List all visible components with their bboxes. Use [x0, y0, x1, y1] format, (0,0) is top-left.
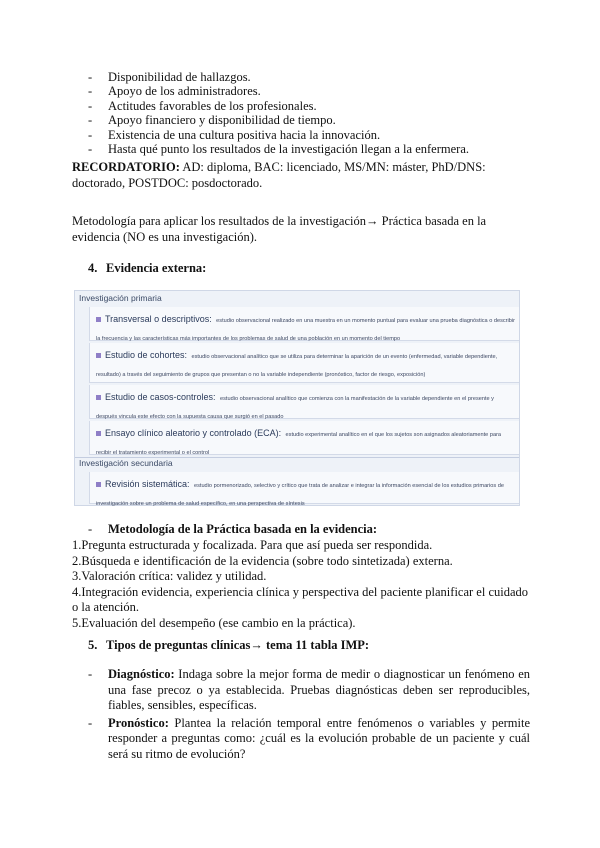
ebp-heading-list — [88, 522, 377, 537]
row-description: estudio observacional analítico que se utiliza para determinar la aparición de un evento (enfermedad, variable dependiente, resultado) a través del seguimiento de grupos que presentan o no la variable independiente (pronóstico, factor de riesgo, exposición) — [96, 354, 498, 378]
section-number: 5. — [88, 638, 98, 652]
row-title: Estudio de casos-controles: — [96, 392, 216, 402]
reminder-label: RECORDATORIO: — [72, 160, 180, 174]
question-type-text: Indaga sobre la mejor forma de medir o diagnosticar un fenómeno en una fase precoz o ya establecida. Pruebas diagnósticas deben ser reproducibles, fiables, sensibles, específicas. — [108, 667, 530, 712]
figure-row — [89, 472, 519, 507]
row-title: Estudio de cohortes: — [96, 350, 187, 360]
list-item: - Apoyo de los administradores. — [88, 84, 469, 98]
list-item: 5.Evaluación del desempeño (ese cambio en la práctica). — [72, 615, 356, 630]
row-title: Transversal o descriptivos: — [96, 314, 212, 324]
section-5-heading — [88, 638, 369, 653]
bullet-square-icon — [96, 353, 101, 358]
ebp-steps — [72, 538, 532, 631]
figure-row — [89, 307, 519, 341]
reminder-paragraph — [72, 160, 532, 191]
figure-row — [89, 421, 519, 455]
section-4-heading — [88, 261, 206, 276]
bullet-square-icon — [96, 482, 101, 487]
ebp-heading: - Metodología de la Práctica basada en la evidencia: — [88, 522, 377, 537]
question-type-label: Pronóstico: — [108, 715, 169, 730]
list-item — [88, 667, 530, 714]
question-type-text: Plantea la relación temporal entre fenómenos o variables y permite responder a preguntas como: ¿cuál es la evolución probable de un paciente y cuál será su ritmo de evolución? — [108, 715, 530, 761]
question-types-list — [88, 667, 530, 764]
bullet-square-icon — [96, 317, 101, 322]
reminder-text: AD: diploma, BAC: licenciado, MS/MN: máster, PhD/DNS: doctorado, POSTDOC: posdoctorado. — [72, 160, 486, 190]
bullet-square-icon — [96, 395, 101, 400]
row-description: estudio pormenorizado, selectivo y crítico que trata de analizar e integrar la información esencial de los estudios primarios de investigación sobre un problema de salud específico, en una perspectiva de síntesis — [96, 483, 504, 507]
methodology-paragraph: Metodología para aplicar los resultados de la investigación→ Práctica basada en la evidencia (NO es una investigación). — [72, 214, 487, 244]
list-item: - Hasta qué punto los resultados de la investigación llegan a la enfermera. — [88, 142, 469, 156]
section-title: Evidencia externa: — [106, 261, 207, 275]
row-title: Ensayo clínico aleatorio y controlado (ECA): — [96, 428, 281, 438]
list-item — [88, 716, 530, 763]
row-description: estudio experimental analítico en el que los sujetos son asignados aleatoriamente para recibir el tratamiento experimental o el control — [96, 432, 502, 456]
secondary-research-label: Investigación secundaria — [75, 457, 519, 471]
list-item: 3.Valoración crítica: validez y utilidad. — [72, 569, 267, 583]
section-number: 4. — [88, 261, 98, 275]
figure-row — [89, 343, 519, 383]
section-title: Tipos de preguntas clínicas→ tema 11 tabla IMP: — [106, 638, 370, 652]
list-item: 4.Integración evidencia, experiencia clínica y perspectiva del paciente planificar el cuidado o la atención. — [72, 584, 529, 614]
list-item: - Actitudes favorables de los profesionales. — [88, 99, 469, 113]
figure-row — [89, 385, 519, 419]
barriers-list — [88, 70, 469, 156]
row-description: estudio observacional analítico que comienza con la manifestación de la variable dependiente en el presente y después vincula este efecto con la supuesta causa que surgió en el pasado — [96, 396, 494, 420]
row-description: estudio observacional realizado en una muestra en un momento puntual para evaluar una prueba diagnóstica o describir la frecuencia y las características más importantes de los problemas de salud de una población en un momento del tiempo — [96, 318, 516, 342]
list-item: 2.Búsqueda e identificación de la evidencia (sobre todo sintetizada) externa. — [72, 553, 453, 568]
evidence-figure — [74, 290, 520, 506]
list-item: - Existencia de una cultura positiva hacia la innovación. — [88, 128, 469, 142]
list-item: - Apoyo financiero y disponibilidad de tiempo. — [88, 113, 469, 127]
bullet-square-icon — [96, 431, 101, 436]
primary-research-label: Investigación primaria — [79, 293, 162, 303]
list-item: - Disponibilidad de hallazgos. — [88, 70, 469, 84]
row-title: Revisión sistemática: — [96, 479, 190, 489]
list-item: 1.Pregunta estructurada y focalizada. Para que así pueda ser respondida. — [72, 538, 433, 552]
question-type-label: Diagnóstico: — [108, 667, 175, 681]
